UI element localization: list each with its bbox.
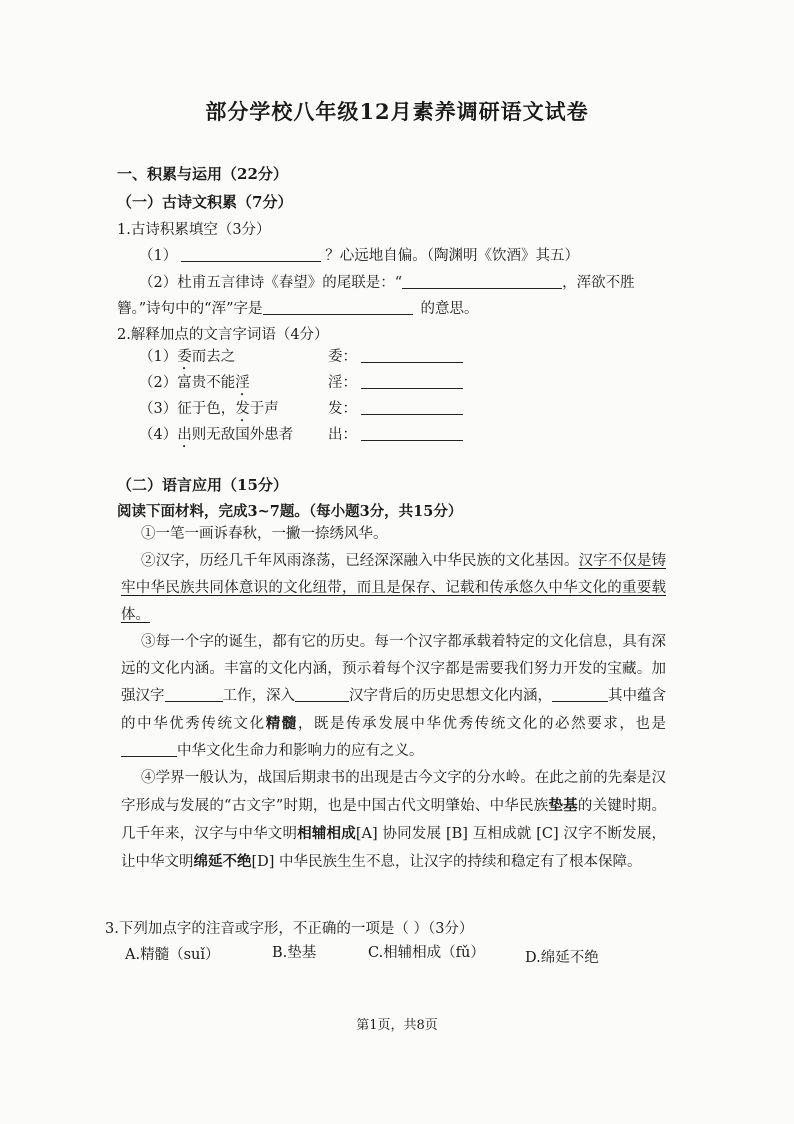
reading-intro: 阅读下面材料，完成3~7题。（每小题3分，共15分） [117,503,463,520]
question-1-item-1: （1） ？心远地自偏。（陶渊明《饮酒》其五） [139,248,579,264]
option-d: D.绵延不绝 [525,950,599,966]
question-1-item-2-cont: 簪。”诗句中的“浑”字是 的意思。 [117,301,479,317]
question-2-key-1: 委： [328,345,463,366]
question-2-key-2: 淫： [328,371,463,392]
question-2-item-1: （1）委而去之 [139,349,236,365]
paragraph-1: ①一笔一画诉春秋，一撇一捺绣风华。 [141,526,388,542]
option-b: B.垫基 [272,945,317,961]
part-heading-2: （二）语言应用（15分） [117,476,288,494]
question-1-label: 1.古诗积累填空（3分） [117,222,271,238]
paragraph-4: ④学界一般认为，战国后期隶书的出现是古今文字的分水岭。在此之前的先秦是汉字形成与发展的“古文字”时期，也是中国古代文明肇始、中华民族垫基的关键时期。几千年来，汉字与中华文明相辅相成[A] 协同发展 [B] 互相成就 [C] 汉字不断发展，让中华文明绵延不绝[D] 中华民族生生不息，让汉字的持续和稳定有了根本保障。 [121,770,667,870]
question-2-item-4: （4）出则无敌国外患者 [139,427,294,443]
question-1-item-2: （2）杜甫五言律诗《春望》的尾联是：“ ，浑欲不胜 [139,275,635,291]
option-a: A.精髓（suǐ） [125,947,220,963]
page-title: 部分学校八年级12月素养调研语文试卷 [205,99,589,124]
part-heading: （一）古诗文积累（7分） [117,193,293,211]
paragraph-3: ③每一个字的诞生，都有它的历史。每一个汉字都承载着特定的文化信息，具有深远的文化内涵。丰富的文化内涵，预示着每个汉字都是需要我们努力开发的宝藏。加强汉字 工作，深入 汉字背后的历史思想文化内涵， 其中蕴含的中华优秀传统文化精髓，既是传承发展中华优秀传统文化的必然要求，也是中华文化生命力和影响力的应有之义。 [121,634,667,759]
question-2-label: 2.解释加点的文言字词语（4分） [117,327,329,343]
question-2-key-4: 出： [328,423,463,444]
question-2-key-3: 发： [328,397,463,418]
question-2-item-3: （3）征于色，发于声 [139,401,279,417]
question-3-stem: 3.下列加点字的注音或字形，不正确的一项是（ ）（3分） [105,921,474,937]
paragraph-2: ②汉字，历经几千年风雨涤荡，已经深深融入中华民族的文化基因。汉字不仅是铸牢中华民族共同体意识的文化纽带，而且是保存、记载和传承悠久中华文化的重要载体。 [121,553,667,623]
question-2-item-2: （2）富贵不能淫 [139,375,250,391]
option-c: C.相辅相成（fǔ） [368,945,485,961]
page-footer: 第1页，共8页 [356,1018,438,1033]
section-heading: 一、积累与运用（22分） [117,165,288,183]
